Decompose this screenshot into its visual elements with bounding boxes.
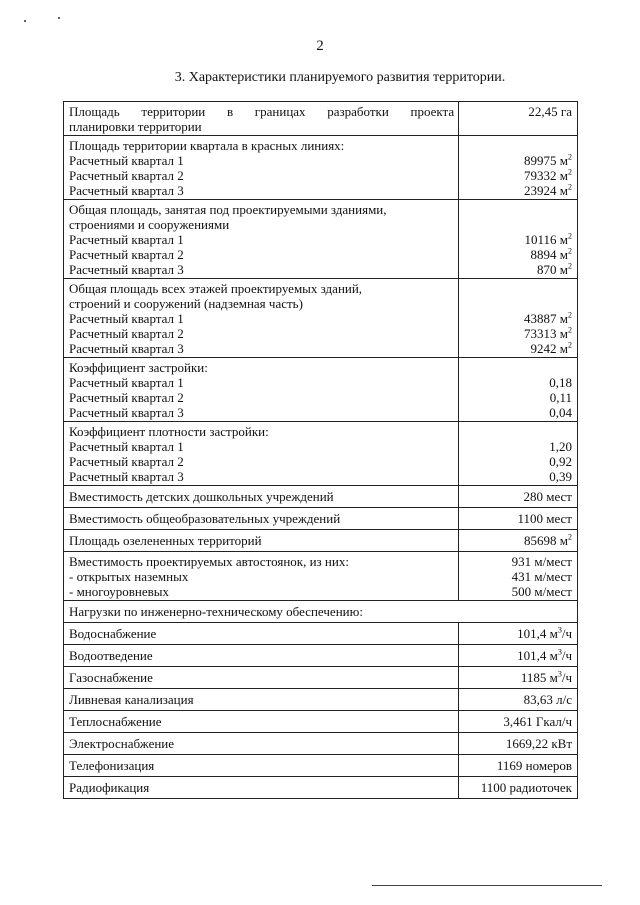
table-row <box>64 200 578 279</box>
unit-superscript: 3 <box>557 669 562 679</box>
row-value-text: 931 м/мест <box>511 554 572 569</box>
row-label-cell <box>64 486 459 508</box>
table-row <box>64 733 578 755</box>
row-label-line: Водоотведение <box>69 648 153 663</box>
row-label-cell <box>64 508 459 530</box>
row-value-text: 0,92 <box>549 454 572 469</box>
row-value-text <box>569 202 572 217</box>
row-value-text: 1,20 <box>549 439 572 454</box>
row-value-text: 431 м/мест <box>511 569 572 584</box>
row-value-line <box>464 183 572 198</box>
row-label-cell <box>64 102 459 136</box>
row-label-line: Расчетный квартал 2 <box>69 390 184 405</box>
row-label-cell <box>64 200 459 279</box>
table-row <box>64 422 578 486</box>
row-value-text: 10116 м <box>524 232 568 247</box>
bottom-rule <box>372 885 602 886</box>
row-label-line: Радиофикация <box>69 780 150 795</box>
row-value-cell <box>459 755 578 777</box>
row-value-line <box>464 569 572 584</box>
row-label-line: Расчетный квартал 2 <box>69 454 184 469</box>
row-value-cell <box>459 552 578 601</box>
row-value-text: 280 мест <box>523 489 572 504</box>
row-value-line <box>464 736 572 751</box>
row-value-cell <box>459 200 578 279</box>
row-label-line: Расчетный квартал 3 <box>69 183 184 198</box>
table-row <box>64 279 578 358</box>
row-value-cell <box>459 623 578 645</box>
table-row <box>64 552 578 601</box>
table-row <box>64 645 578 667</box>
row-value-text: 8894 м <box>530 247 568 262</box>
row-label-line: Вместимость общеобразовательных учреждений <box>69 511 341 526</box>
row-label-line: Газоснабжение <box>69 670 153 685</box>
row-value-line <box>464 360 572 375</box>
row-value-text: 1669,22 кВт <box>505 736 572 751</box>
row-value-cell <box>459 422 578 486</box>
row-value-cell <box>459 486 578 508</box>
row-value-text: 500 м/мест <box>511 584 572 599</box>
row-value-line <box>464 232 572 247</box>
row-value-text: 1185 м <box>520 670 558 685</box>
unit-superscript: 2 <box>568 310 572 320</box>
row-label-line: Расчетный квартал 1 <box>69 232 184 247</box>
row-value-cell <box>459 777 578 799</box>
table-row <box>64 755 578 777</box>
row-value-text: 83,63 л/с <box>523 692 572 707</box>
row-value-text: 0,04 <box>549 405 572 420</box>
table-row <box>64 777 578 799</box>
row-value-line <box>464 262 572 277</box>
characteristics-table <box>63 101 578 799</box>
row-value-text: 89975 м <box>524 153 568 168</box>
row-value-line <box>464 326 572 341</box>
table-row <box>64 711 578 733</box>
row-value-cell <box>459 689 578 711</box>
row-value-cell <box>459 508 578 530</box>
row-value-text: 85698 м <box>524 533 568 548</box>
row-value-line <box>464 405 572 420</box>
table-row <box>64 530 578 552</box>
row-value-line <box>464 153 572 168</box>
row-value-text: 79332 м <box>524 168 568 183</box>
row-value-line <box>464 138 572 153</box>
row-value-text: 101,4 м <box>517 626 558 641</box>
unit-suffix: /ч <box>561 648 572 663</box>
row-label-cell <box>64 530 459 552</box>
row-label-line: Телефонизация <box>69 758 155 773</box>
row-value-text: 870 м <box>537 262 568 277</box>
table-row <box>64 102 578 136</box>
row-value-line <box>464 670 572 685</box>
row-label-line: Расчетный квартал 1 <box>69 153 184 168</box>
unit-superscript: 2 <box>568 231 572 241</box>
table-row <box>64 601 578 623</box>
table-row <box>64 486 578 508</box>
row-value-line <box>464 104 572 119</box>
row-value-cell <box>459 358 578 422</box>
row-value-line <box>464 692 572 707</box>
row-value-line <box>464 311 572 326</box>
unit-superscript: 2 <box>568 246 572 256</box>
row-label-line: Вместимость детских дошкольных учреждений <box>69 489 334 504</box>
table-row <box>64 667 578 689</box>
row-value-line <box>464 168 572 183</box>
row-value-line <box>464 424 572 439</box>
row-value-line <box>464 554 572 569</box>
row-value-text <box>569 360 572 375</box>
row-label-line: Расчетный квартал 3 <box>69 262 184 277</box>
unit-superscript: 2 <box>568 182 572 192</box>
row-value-line <box>464 439 572 454</box>
row-label-line: Расчетный квартал 3 <box>69 469 184 484</box>
unit-superscript: 2 <box>568 325 572 335</box>
table-row <box>64 508 578 530</box>
row-value-text: 9242 м <box>530 341 568 356</box>
row-value-text: 0,18 <box>549 375 572 390</box>
row-value-cell <box>459 733 578 755</box>
row-value-text: 3,461 Гкал/ч <box>503 714 572 729</box>
row-label-line: Расчетный квартал 2 <box>69 247 184 262</box>
row-value-text: 1100 мест <box>517 511 572 526</box>
unit-suffix: /ч <box>561 626 572 641</box>
table-body <box>64 102 578 799</box>
row-label-cell <box>64 645 459 667</box>
table-row <box>64 623 578 645</box>
row-label-line: Водоснабжение <box>69 626 157 641</box>
row-value-cell <box>459 530 578 552</box>
row-value-text: 1169 номеров <box>496 758 572 773</box>
row-label-cell <box>64 689 459 711</box>
section-title: 3. Характеристики планируемого развития территории. <box>174 70 506 85</box>
row-label-cell <box>64 422 459 486</box>
row-value-line <box>464 281 572 296</box>
row-label-cell <box>64 136 459 200</box>
unit-superscript: 2 <box>568 340 572 350</box>
row-label-cell <box>64 733 459 755</box>
row-label-line: Коэффициент плотности застройки: <box>69 424 269 439</box>
row-label-line: Общая площадь всех этажей проектируемых зданий, <box>69 281 363 296</box>
row-label-line: Площадь территории квартала в красных линиях: <box>69 138 345 153</box>
row-label-line: Вместимость проектируемых автостоянок, из них: <box>69 554 349 569</box>
row-label-line: Электроснабжение <box>69 736 175 751</box>
table-row <box>64 358 578 422</box>
unit-superscript: 3 <box>557 647 562 657</box>
row-label-cell <box>64 279 459 358</box>
row-value-text <box>569 138 572 153</box>
unit-superscript: 2 <box>568 261 572 271</box>
row-value-line <box>464 511 572 526</box>
row-label-line: Площадь озелененных территорий <box>69 533 262 548</box>
page-number: 2 <box>316 38 324 54</box>
row-value-line <box>464 217 572 232</box>
row-value-text <box>569 424 572 439</box>
row-value-line <box>464 780 572 795</box>
row-label-cell <box>64 667 459 689</box>
row-value-line <box>464 648 572 663</box>
row-value-cell <box>459 102 578 136</box>
row-value-line <box>464 341 572 356</box>
row-value-line <box>464 390 572 405</box>
row-value-line <box>464 469 572 484</box>
row-value-text: 1100 радиоточек <box>480 780 572 795</box>
row-label-line: Коэффициент застройки: <box>69 360 208 375</box>
unit-superscript: 2 <box>568 532 572 542</box>
row-value-cell <box>459 645 578 667</box>
row-value-line <box>464 247 572 262</box>
unit-superscript: 3 <box>557 625 562 635</box>
row-value-text: 73313 м <box>524 326 568 341</box>
row-label-line: планировки территории <box>69 119 202 134</box>
row-label-cell <box>64 601 578 623</box>
row-label-line: строениями и сооружениями <box>69 217 230 232</box>
row-value-text: 101,4 м <box>517 648 558 663</box>
scan-artifact-dot <box>24 20 26 22</box>
row-label-line: - открытых наземных <box>69 569 189 584</box>
row-value-text: 0,11 <box>549 390 572 405</box>
row-label-line: строений и сооружений (надземная часть) <box>69 296 303 311</box>
row-label-line: Расчетный квартал 1 <box>69 375 184 390</box>
row-value-line <box>464 296 572 311</box>
row-value-text <box>569 217 572 232</box>
row-value-line <box>464 626 572 641</box>
row-value-text <box>569 296 572 311</box>
row-label-line: Теплоснабжение <box>69 714 162 729</box>
row-value-line <box>464 714 572 729</box>
row-value-line <box>464 202 572 217</box>
row-value-cell <box>459 667 578 689</box>
row-value-text: 0,39 <box>549 469 572 484</box>
row-value-cell <box>459 711 578 733</box>
scan-artifact-dot <box>58 17 60 19</box>
row-value-line <box>464 489 572 504</box>
row-value-line <box>464 375 572 390</box>
row-label-cell <box>64 777 459 799</box>
row-label-cell <box>64 358 459 422</box>
unit-superscript: 2 <box>568 167 572 177</box>
row-label-cell <box>64 623 459 645</box>
row-value-text: 43887 м <box>524 311 568 326</box>
row-value-text: 22,45 га <box>528 104 572 119</box>
row-label-line: Расчетный квартал 2 <box>69 326 184 341</box>
unit-superscript: 2 <box>568 152 572 162</box>
row-label-line: Расчетный квартал 2 <box>69 168 184 183</box>
row-label-line: Расчетный квартал 1 <box>69 311 184 326</box>
unit-suffix: /ч <box>561 670 572 685</box>
table-row <box>64 136 578 200</box>
row-value-line <box>464 584 572 599</box>
row-label-line: Площадь территории в границах разработки проекта <box>69 104 455 119</box>
row-label-line: Нагрузки по инженерно-техническому обеспечению: <box>69 604 363 619</box>
row-value-line <box>464 758 572 773</box>
row-label-cell <box>64 711 459 733</box>
row-label-line: Расчетный квартал 3 <box>69 405 184 420</box>
row-label-line: Расчетный квартал 1 <box>69 439 184 454</box>
row-value-cell <box>459 136 578 200</box>
row-value-text: 23924 м <box>524 183 568 198</box>
row-label-cell <box>64 755 459 777</box>
row-label-line: Общая площадь, занятая под проектируемыми зданиями, <box>69 202 387 217</box>
table-row <box>64 689 578 711</box>
row-label-line: Расчетный квартал 3 <box>69 341 184 356</box>
row-value-line <box>464 454 572 469</box>
row-value-text <box>569 281 572 296</box>
row-label-line: - многоуровневых <box>69 584 170 599</box>
row-label-line: Ливневая канализация <box>69 692 194 707</box>
row-value-line <box>464 533 572 548</box>
row-value-cell <box>459 279 578 358</box>
row-label-cell <box>64 552 459 601</box>
